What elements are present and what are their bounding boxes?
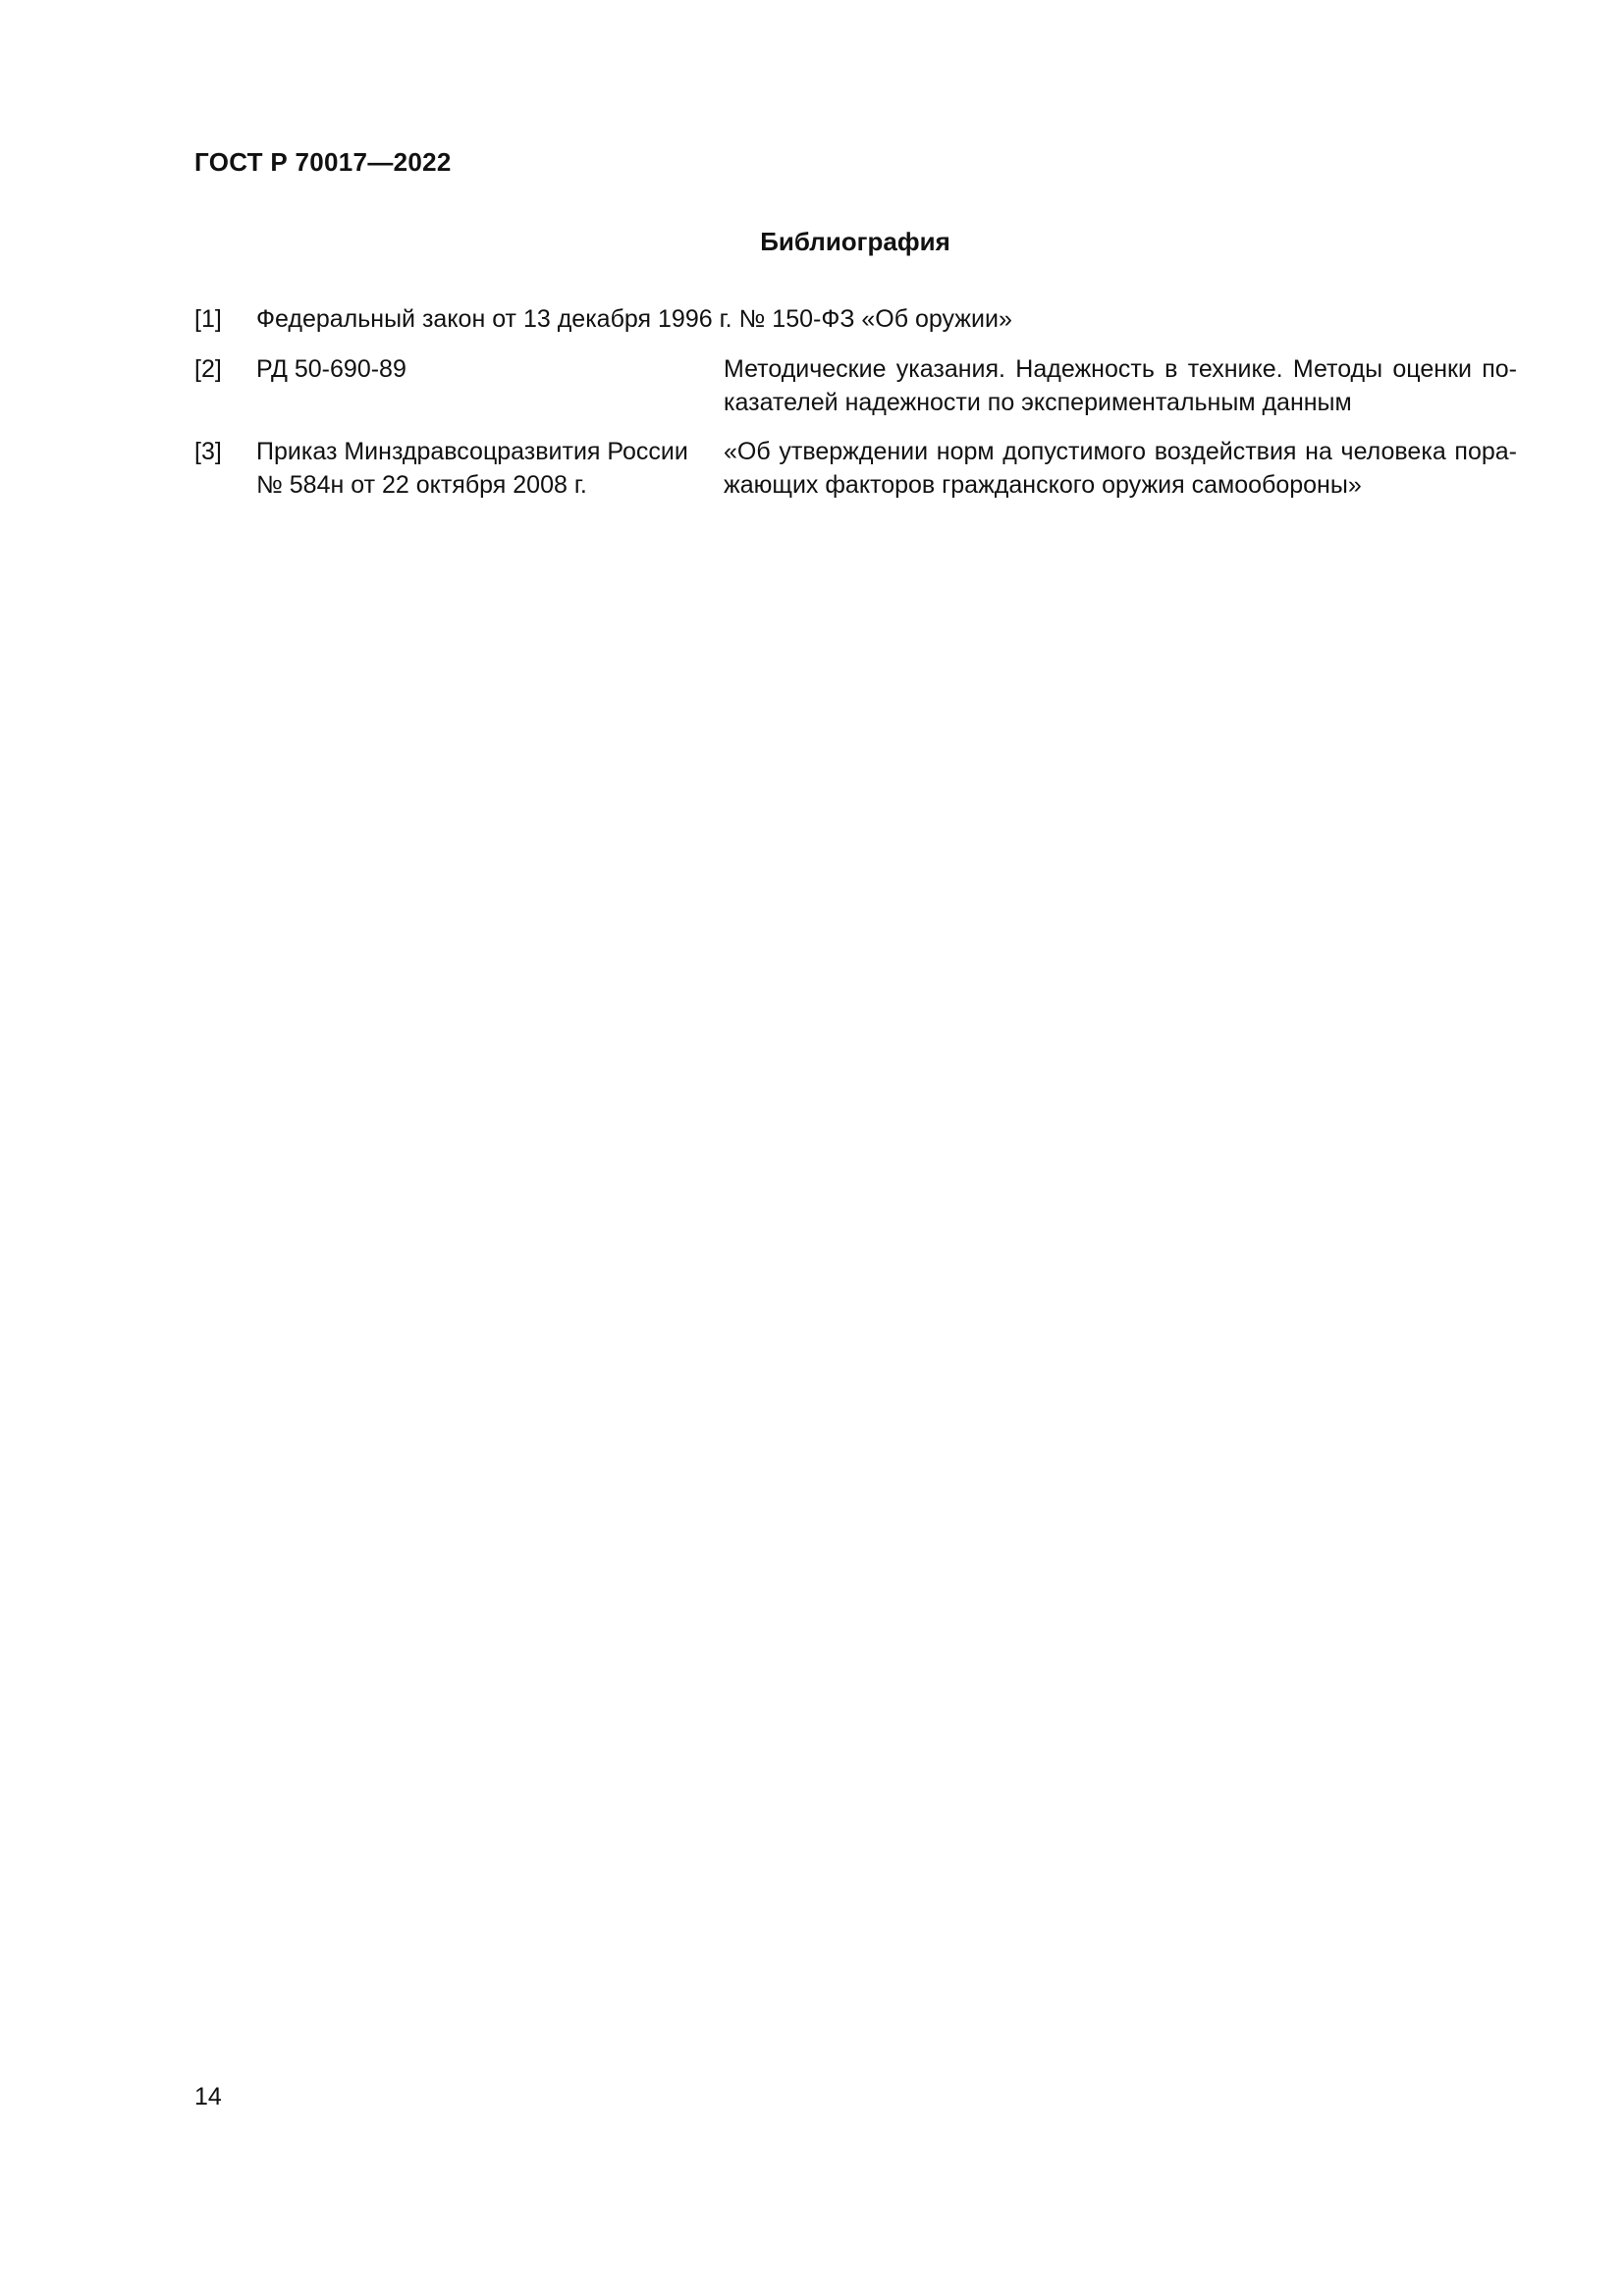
entry-number: [1] bbox=[194, 305, 222, 333]
entry-source-line: Приказ Минздравсоцразвития России bbox=[256, 438, 688, 465]
bibliography-entry bbox=[194, 435, 1517, 502]
entry-description bbox=[724, 435, 1517, 502]
page-number: 14 bbox=[194, 2083, 222, 2110]
entry-number: [2] bbox=[194, 355, 222, 383]
bibliography-entry bbox=[194, 352, 1517, 419]
entry-text: Федеральный закон от 13 декабря 1996 г. № 150-ФЗ «Об оружии» bbox=[256, 305, 1012, 333]
entry-source bbox=[256, 352, 708, 386]
entry-number: [3] bbox=[194, 438, 222, 465]
entry-description-line: Методические указания. Надежность в технике. Методы оценки по- bbox=[724, 355, 1517, 383]
entry-description-line: «Об утверждении норм допустимого воздействия на человека пора- bbox=[724, 438, 1517, 465]
bibliography-list bbox=[194, 302, 1517, 502]
entry-source-line: РД 50-690-89 bbox=[256, 355, 406, 383]
section-title: Библиография bbox=[760, 227, 950, 256]
entry-description bbox=[724, 352, 1517, 419]
entry-source-line: № 584н от 22 октября 2008 г. bbox=[256, 471, 587, 499]
entry-description-line: жающих факторов гражданского оружия самообороны» bbox=[724, 471, 1362, 499]
bibliography-entry bbox=[194, 302, 1517, 336]
document-code: ГОСТ Р 70017—2022 bbox=[194, 147, 452, 177]
entry-source bbox=[256, 435, 708, 502]
entry-description-line: казателей надежности по экспериментальным данным bbox=[724, 389, 1352, 416]
